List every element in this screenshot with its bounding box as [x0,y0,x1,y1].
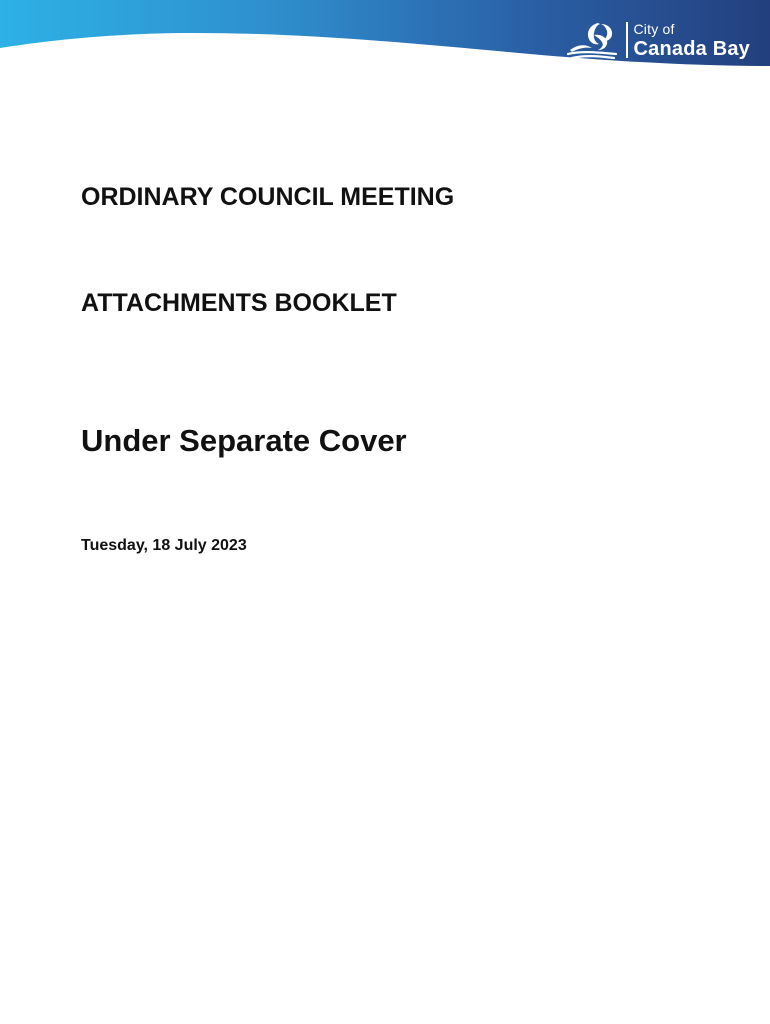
meeting-date: Tuesday, 18 July 2023 [81,537,247,554]
cover-title: Under Separate Cover [81,423,407,458]
logo-divider [626,22,628,58]
city-logo [566,18,750,62]
logo-city-of: City of [633,20,675,37]
logo-text [634,22,751,59]
booklet-title: ATTACHMENTS BOOKLET [81,289,397,317]
sails-logo-icon [566,18,618,62]
meeting-title: ORDINARY COUNCIL MEETING [81,183,455,211]
logo-canada-bay: Canada Bay [633,37,750,60]
